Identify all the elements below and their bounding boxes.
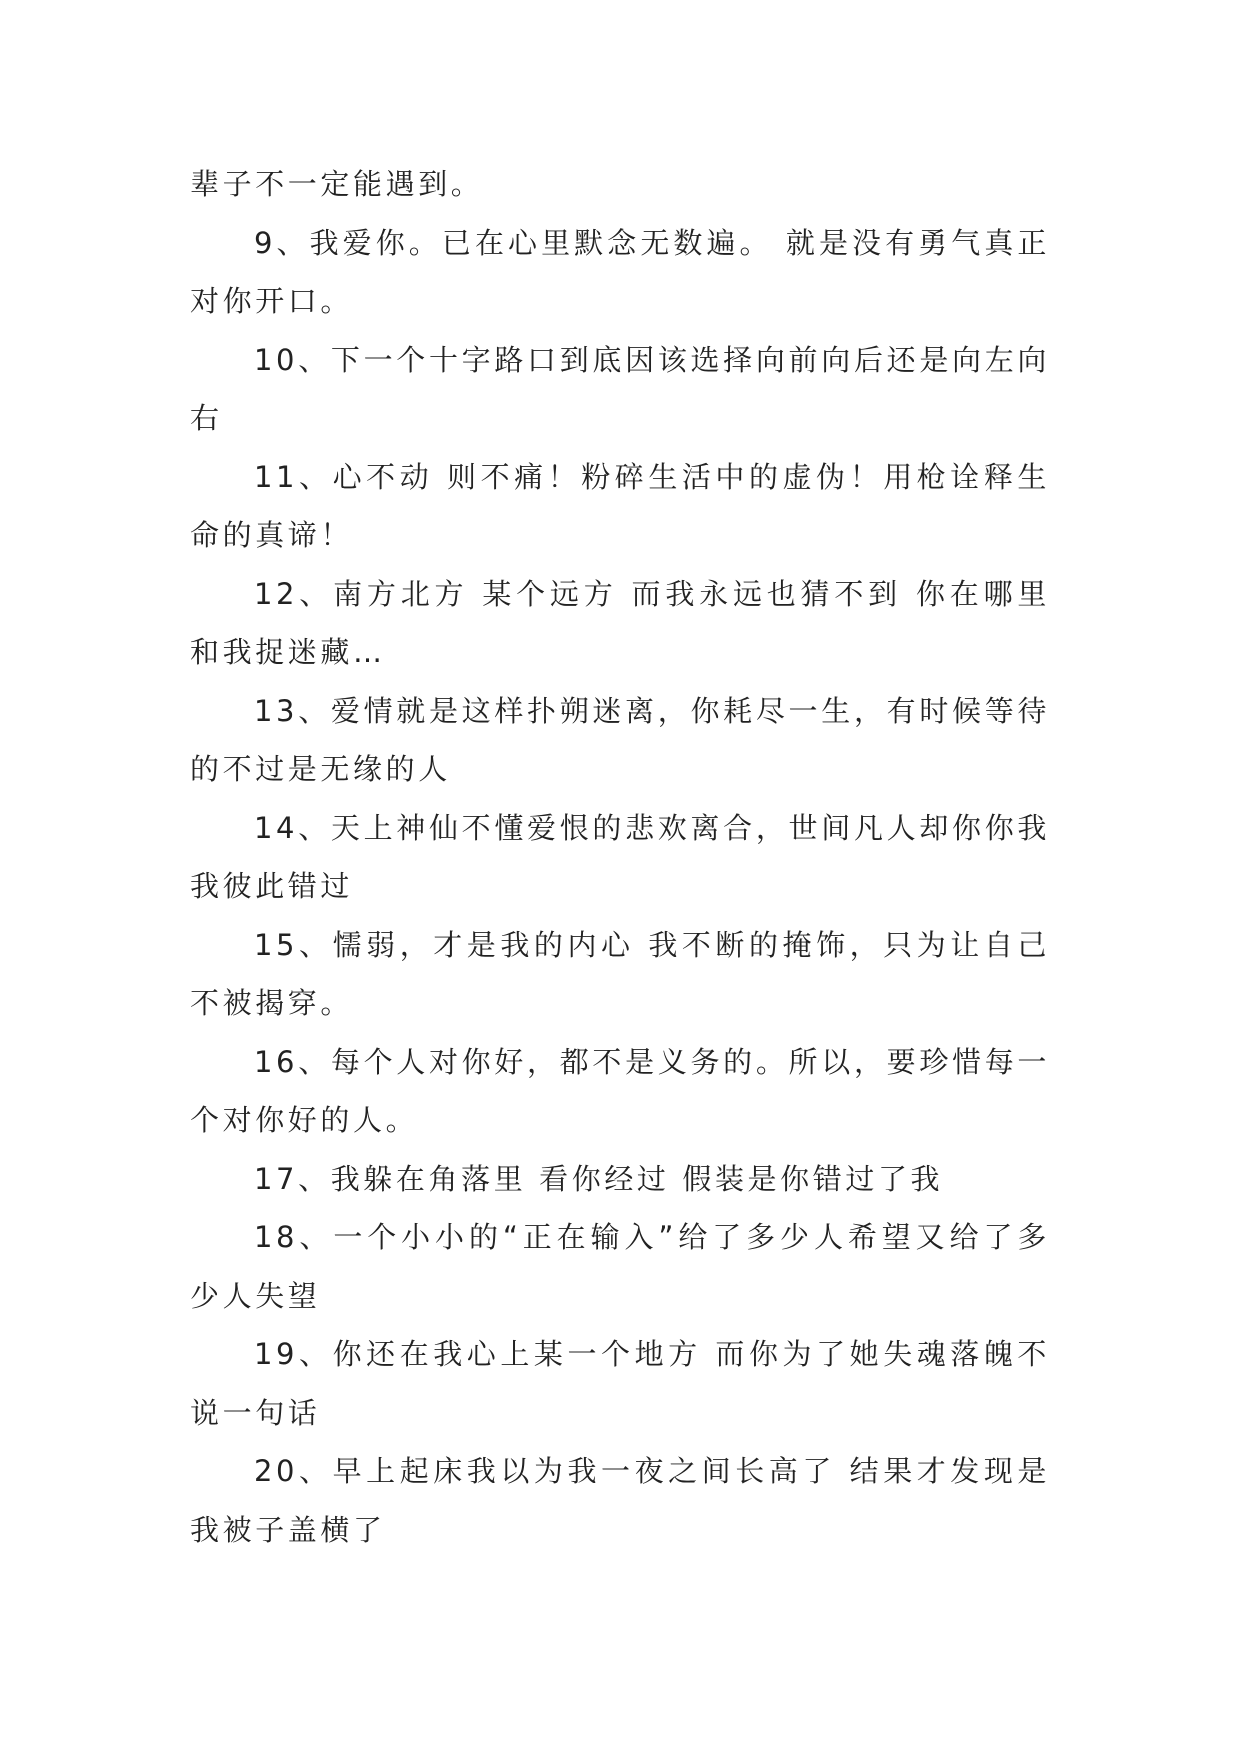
paragraph-continuation: 辈子不一定能遇到。 bbox=[190, 167, 484, 201]
paragraph-item-10: 10、下一个十字路口到底因该选择向前向后还是向左向右 bbox=[190, 342, 1050, 435]
paragraph-item-12: 12、南方北方 某个远方 而我永远也猜不到 你在哪里和我捉迷藏… bbox=[190, 576, 1050, 669]
paragraph-item-9: 9、我爱你。已在心里默念无数遍。 就是没有勇气真正对你开口。 bbox=[190, 225, 1050, 318]
paragraph-item-16: 16、每个人对你好，都不是义务的。所以，要珍惜每一个对你好的人。 bbox=[190, 1044, 1050, 1137]
paragraph-item-20: 20、早上起床我以为我一夜之间长高了 结果才发现是我被子盖横了 bbox=[190, 1454, 1050, 1547]
paragraph-item-19: 19、你还在我心上某一个地方 而你为了她失魂落魄不说一句话 bbox=[190, 1337, 1050, 1430]
paragraph-item-18: 18、一个小小的“正在输入”给了多少人希望又给了多少人失望 bbox=[190, 1220, 1050, 1313]
document-body bbox=[190, 155, 1050, 1559]
paragraph-item-13: 13、爱情就是这样扑朔迷离，你耗尽一生，有时候等待的不过是无缘的人 bbox=[190, 693, 1050, 786]
paragraph-item-14: 14、天上神仙不懂爱恨的悲欢离合，世间凡人却你你我我彼此错过 bbox=[190, 810, 1050, 903]
paragraph-item-11: 11、心不动 则不痛！粉碎生活中的虚伪！用枪诠释生命的真谛！ bbox=[190, 459, 1050, 552]
paragraph-item-15: 15、懦弱，才是我的内心 我不断的掩饰，只为让自己不被揭穿。 bbox=[190, 927, 1050, 1020]
paragraph-item-17: 17、我躲在角落里 看你经过 假装是你错过了我 bbox=[254, 1161, 944, 1196]
